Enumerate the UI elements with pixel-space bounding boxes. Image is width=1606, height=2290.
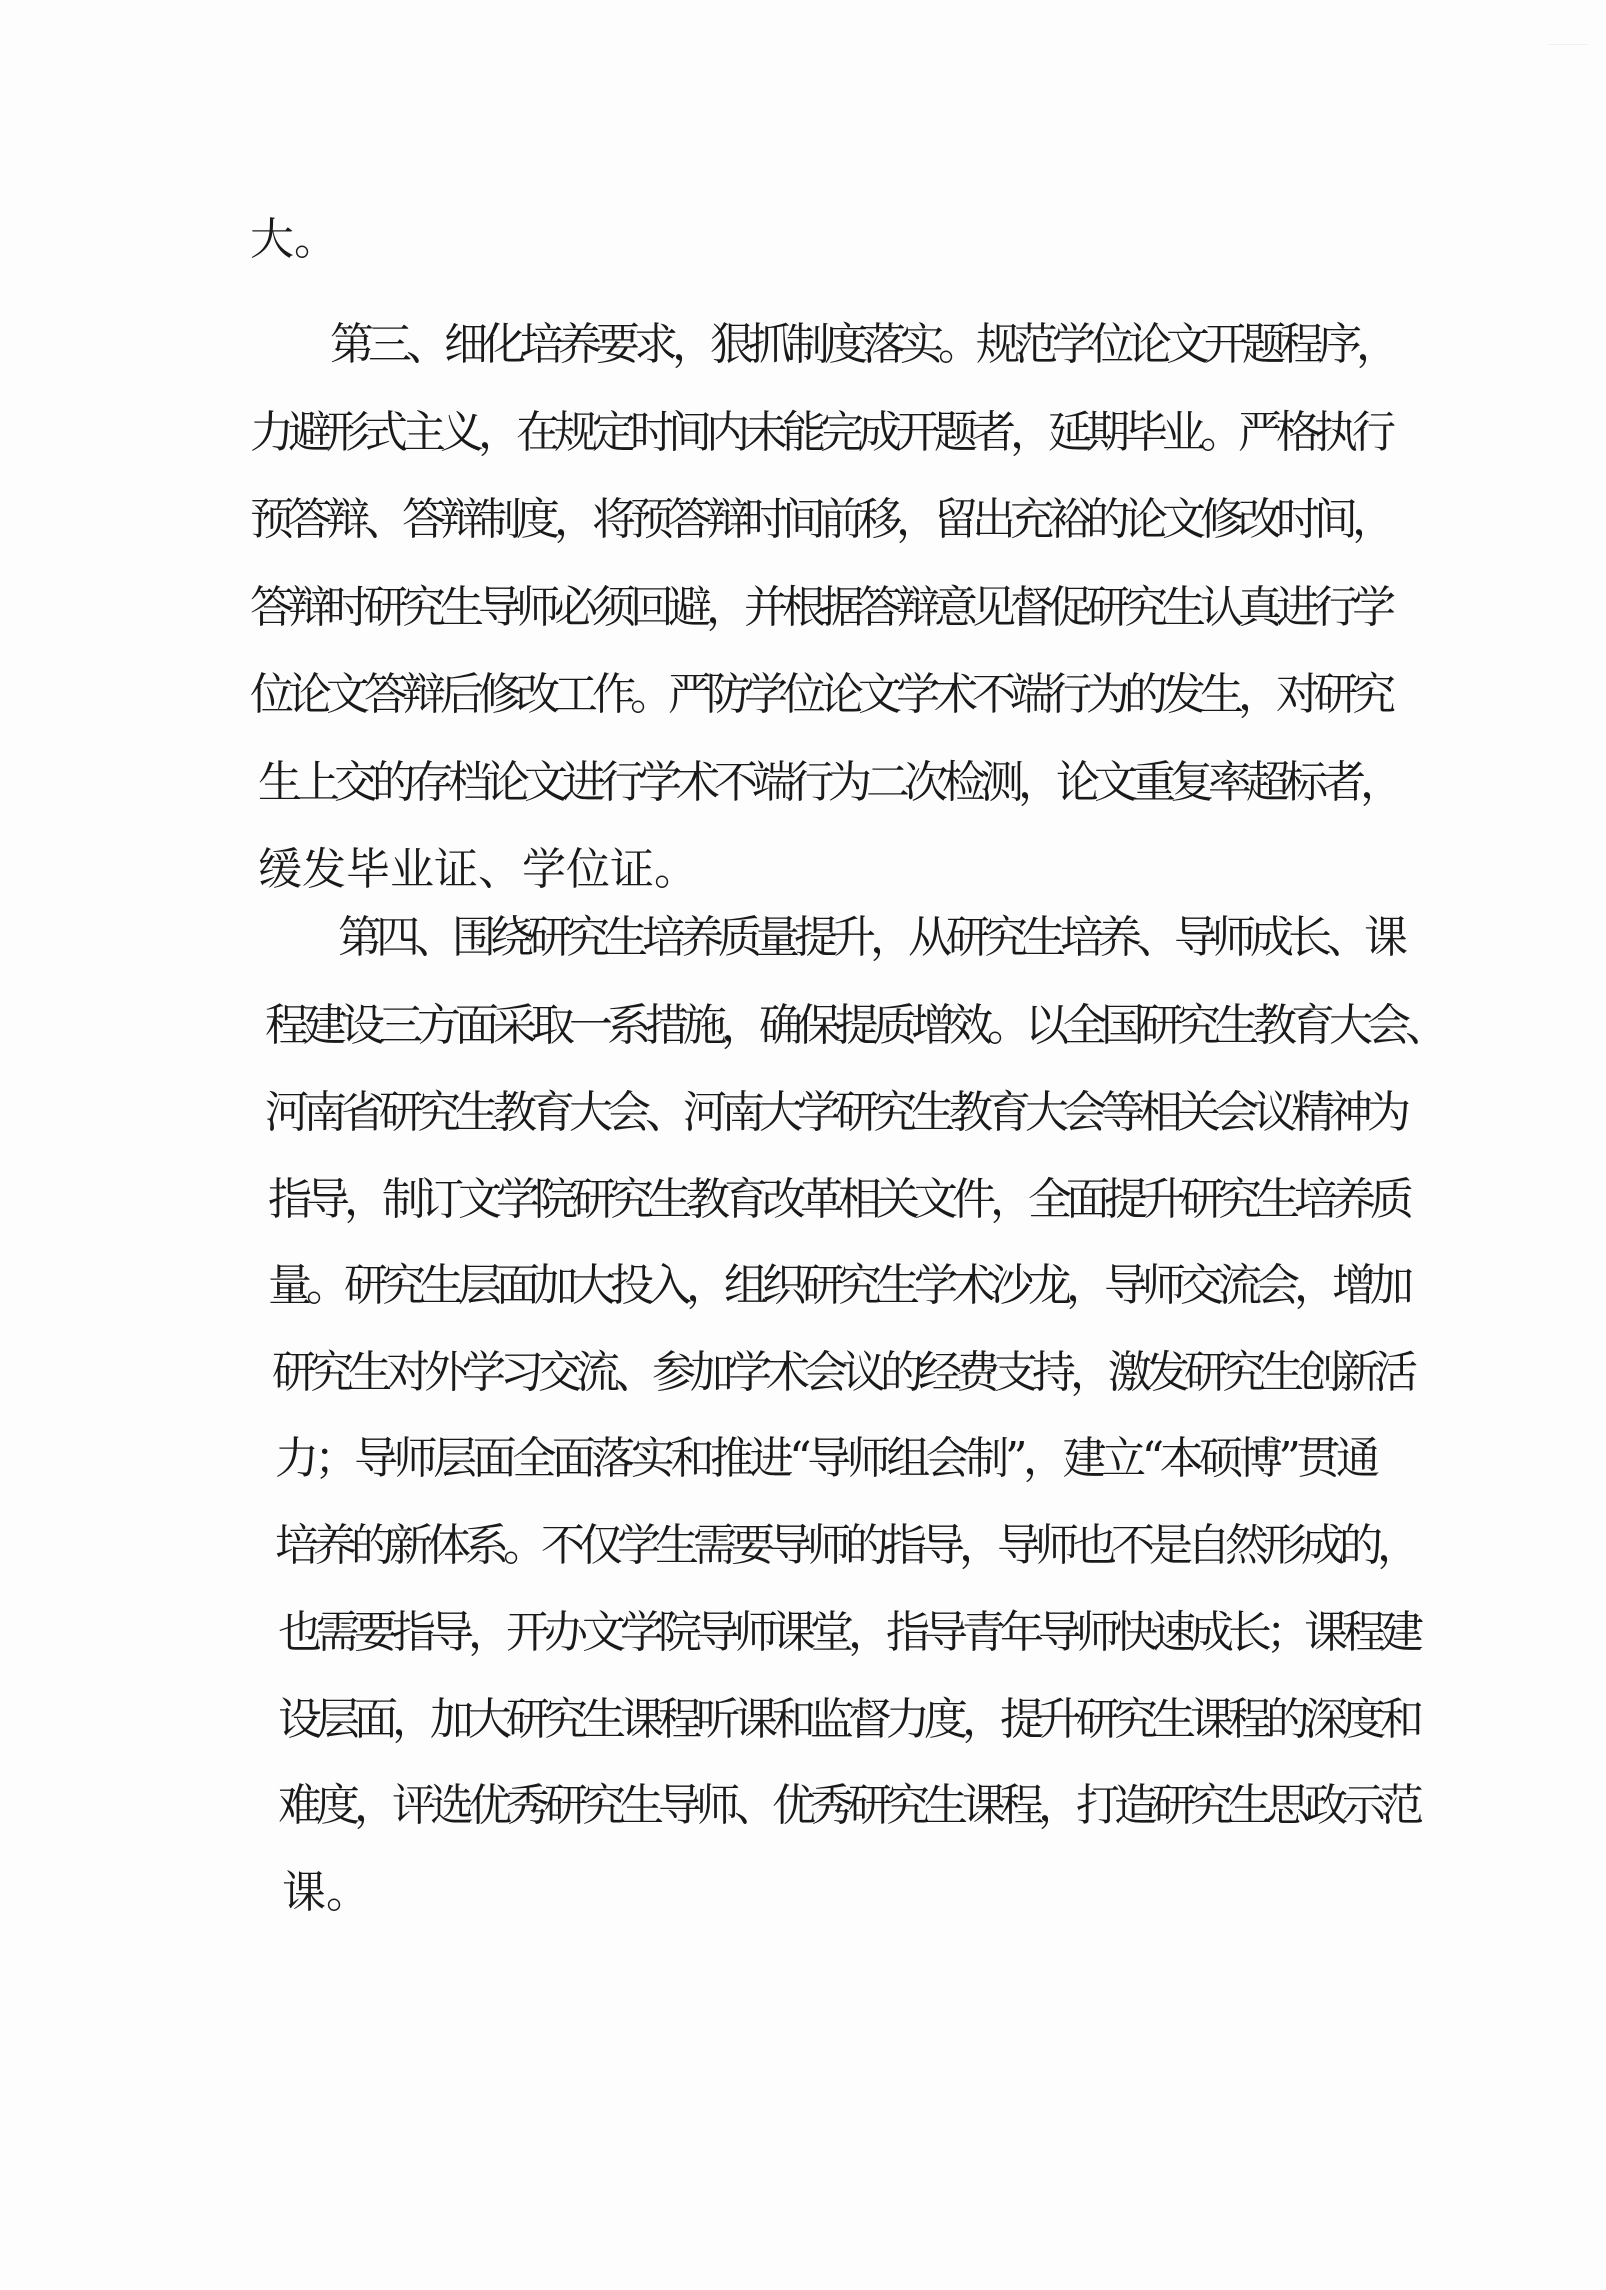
text-line-13: 量。研究生层面加大投入，组织研究生学术沙龙，导师交流会，增加: [268, 1260, 1408, 1311]
text-line-10: 程建设三方面采取一系措施，确保提质增效。以全国研究生教育大会、: [265, 1000, 1443, 1051]
scan-mark: [1548, 44, 1588, 55]
text-line-4: 预答辩、答辩制度，将预答辩时间前移，留出充裕的论文修改时间，: [250, 494, 1390, 545]
text-line-2: 第三、细化培养要求，狠抓制度落实。规范学位论文开题程序，: [330, 319, 1394, 370]
text-line-7: 生上交的存档论文进行学术不端行为二次检测，论文重复率超标者，: [258, 757, 1398, 808]
text-line-15: 力；导师层面全面落实和推进“导师组会制”，建立“本硕博”贯通: [275, 1433, 1376, 1484]
text-line-18: 设层面，加大研究生课程听课和监督力度，提升研究生课程的深度和: [278, 1694, 1418, 1745]
text-line-19: 难度，评选优秀研究生导师、优秀研究生课程，打造研究生思政示范: [278, 1780, 1418, 1831]
text-line-3: 力避形式主义，在规定时间内未能完成开题者，延期毕业。严格执行: [250, 407, 1390, 458]
text-line-8: 缓发毕业证、学位证。: [258, 844, 698, 895]
text-line-6: 位论文答辩后修改工作。严防学位论文学术不端行为的发生，对研究: [250, 669, 1390, 720]
text-line-1: 大。: [250, 214, 338, 265]
text-line-17: 也需要指导，开办文学院导师课堂，指导青年导师快速成长；课程建: [278, 1607, 1418, 1658]
text-line-20: 课。: [282, 1867, 370, 1918]
text-line-12: 指导，制订文学院研究生教育改革相关文件，全面提升研究生培养质: [268, 1174, 1408, 1225]
text-line-16: 培养的新体系。不仅学生需要导师的指导，导师也不是自然形成的，: [275, 1520, 1415, 1571]
text-line-5: 答辩时研究生导师必须回避，并根据答辩意见督促研究生认真进行学: [250, 582, 1390, 633]
text-line-14: 研究生对外学习交流、参加学术会议的经费支持，激发研究生创新活: [272, 1347, 1412, 1398]
text-line-9: 第四、围绕研究生培养质量提升，从研究生培养、导师成长、课: [338, 912, 1402, 963]
text-line-11: 河南省研究生教育大会、河南大学研究生教育大会等相关会议精神为: [265, 1087, 1405, 1138]
